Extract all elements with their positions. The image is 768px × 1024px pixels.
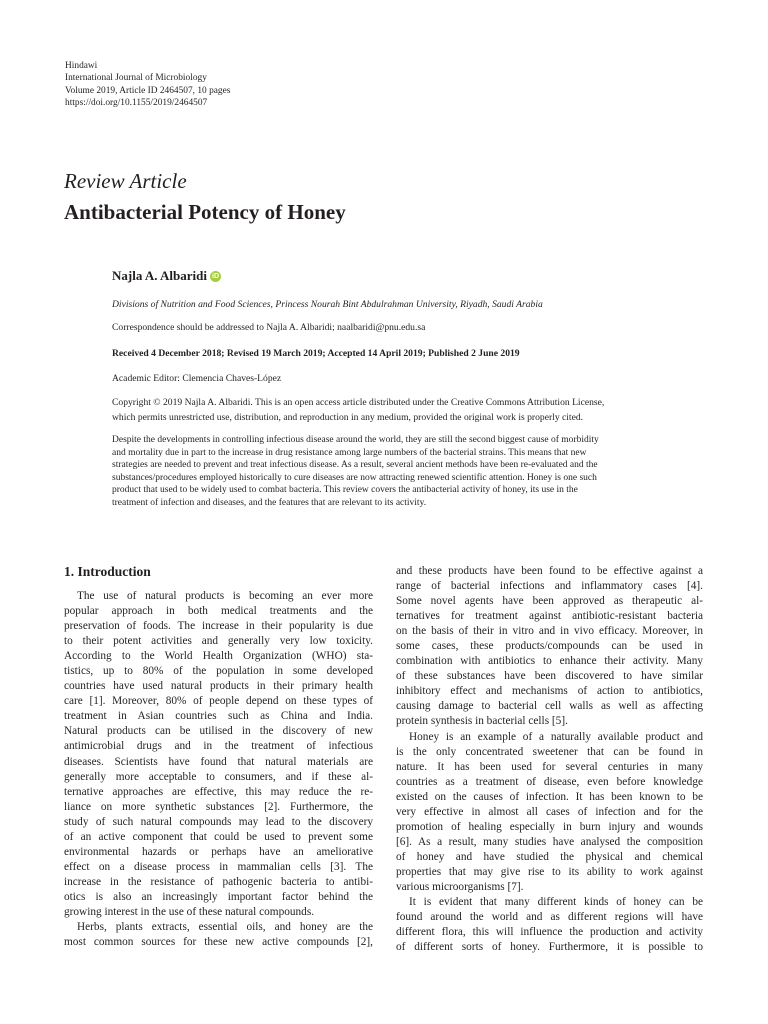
body-line: growing interest in the use of these natural compounds. [64, 905, 315, 918]
section-heading: 1. Introduction [64, 564, 151, 579]
body-line: range of bacterial infections and inflammatory cases [4]. [396, 580, 703, 593]
body-line: various microorganisms [7]. [396, 880, 524, 893]
author-name: Najla A. Albaridi [112, 268, 207, 283]
body-line: tistics, up to 80% of the population in some developed [64, 665, 373, 678]
copyright-notice [112, 395, 712, 425]
body-line: study of such natural compounds may lead to the discovery [64, 815, 373, 828]
body-line: effect on a disease process in mammalian cells [3]. The [64, 860, 373, 873]
academic-editor: Academic Editor: Clemencia Chaves-López [112, 373, 282, 384]
body-line: diseases. Scientists have found that natural materials are [64, 755, 373, 768]
abstract [112, 434, 712, 510]
body-column-left [64, 589, 373, 950]
doi-link[interactable]: https://doi.org/10.1155/2019/2464507 [65, 97, 208, 108]
body-line: of honey and have studied the physical and chemical [396, 850, 703, 863]
abstract-line: substances/procedures employed historically to cure diseases are now attracting renewed scientific attention. Honey is one such [112, 472, 597, 483]
body-line: otics is also an increasingly important factor behind the [64, 890, 373, 903]
body-line: ternatives for treatment against antibiotic-resistant bacteria [396, 610, 703, 623]
publisher-name: Hindawi [65, 61, 98, 71]
body-line: promotion of healing especially in burn injury and wounds [396, 820, 703, 833]
publication-dates: Received 4 December 2018; Revised 19 March 2019; Accepted 14 April 2019; Published 2 June 2019 [112, 348, 520, 359]
body-line: antimicrobial drugs and in the treatment of infectious [64, 740, 373, 753]
body-line: most common sources for these new active compounds [2], [64, 936, 373, 949]
body-line: environmental hazards or perhaps have an ameliorative [64, 845, 373, 858]
body-line: of different sorts of honey. Furthermore, it is possible to [396, 941, 703, 954]
abstract-line: treatment of infection and diseases, and the features that are relevant to its activity. [112, 497, 427, 508]
body-line: care [1]. Moreover, 80% of people depend on these types of [64, 695, 373, 708]
body-line: combination with antibiotics to enhance their activity. Many [396, 655, 703, 668]
abstract-line: strategies are needed to prevent and treat infectious disease. As a result, several ancient methods have been re-evaluated and the [112, 460, 598, 471]
body-line: preservation of foods. The increase in their popularity is due [64, 620, 373, 633]
body-line: existed on the causes of infection. It has been known to be [396, 790, 703, 803]
affiliation: Divisions of Nutrition and Food Sciences, Princess Nourah Bint Abdulrahman University, Riyadh, Saudi Arabia [112, 299, 543, 310]
body-line: different flora, this will influence the production and activity [396, 926, 703, 939]
body-line: ternative approaches are effective, this may reduce the re- [64, 785, 373, 798]
copyright-line: Copyright © 2019 Najla A. Albaridi. This is an open access article distributed under the Creative Commons Attribution License, [112, 397, 605, 408]
body-line: of these substances have been discovered to have similar [396, 670, 703, 683]
journal-name: International Journal of Microbiology [65, 73, 207, 84]
body-line: liance on more synthetic substances [2]. Furthermore, the [64, 800, 373, 813]
body-line: on the basis of their in vitro and in vivo efficacy. Moreover, in [396, 625, 703, 638]
body-line: [6]. As a result, many studies have analysed the composition [396, 835, 703, 848]
body-line: countries as a treatment of disease, even before knowledge [396, 775, 703, 788]
body-line: properties that may give rise to its ability to work against [396, 865, 703, 878]
body-line: Some novel agents have been approved as therapeutic al- [396, 595, 703, 608]
body-line: According to the World Health Organization (WHO) sta- [64, 650, 373, 663]
body-line: treatment in Asian countries such as China and India. [64, 710, 373, 723]
journal-header [65, 60, 230, 109]
body-line: countries have used natural products in their primary health [64, 680, 373, 693]
body-line: some cases, these products/compounds can be used in [396, 640, 703, 653]
body-line: protein synthesis in bacterial cells [5]. [396, 715, 568, 728]
abstract-line: Despite the developments in controlling infectious disease around the world, they are still the second biggest cause of morbidity [112, 435, 599, 445]
body-line: to their potent activities and generally very low toxicity. [64, 635, 373, 648]
orcid-icon[interactable]: iD [212, 272, 219, 280]
abstract-line: and mortality due in part to the increase in drug resistance among large numbers of the bacterial strains. This means that new [112, 447, 587, 458]
body-line: Herbs, plants extracts, essential oils, and honey are the [77, 921, 373, 934]
volume-info: Volume 2019, Article ID 2464507, 10 pages [65, 85, 231, 96]
body-line: inhibitory effect and mechanisms of action to antibiotics, [396, 685, 703, 698]
body-line: of an active component that could be used to prevent some [64, 830, 373, 843]
body-column-right [396, 564, 703, 955]
correspondence: Correspondence should be addressed to Najla A. Albaridi; naalbaridi@pnu.edu.sa [112, 322, 426, 333]
body-line: causing damage to bacterial cell walls as well as affecting [396, 700, 703, 713]
body-line: increase in the resistance of pathogenic bacteria to antibi- [64, 875, 373, 888]
copyright-line: which permits unrestricted use, distribution, and reproduction in any medium, provided the original work is properly cited. [112, 412, 584, 424]
body-line: Natural products can be utilised in the discovery of new [64, 725, 373, 738]
body-line: nature. It has been used for several centuries in many [396, 760, 703, 773]
body-line: and these products have been found to be effective against a [396, 565, 703, 577]
body-line: found around the world and as different regions will have [396, 911, 703, 924]
article-type: Review Article [64, 169, 187, 193]
body-line: Honey is an example of a naturally available product and [409, 730, 703, 743]
body-line: The use of natural products is becoming an ever more [77, 590, 373, 602]
body-line: generally more acceptable to consumers, and if these al- [64, 770, 373, 783]
body-line: It is evident that many different kinds of honey can be [409, 896, 703, 909]
article-title: Antibacterial Potency of Honey [64, 200, 346, 224]
body-line: is the only concentrated sweetener that can be found in [396, 745, 703, 758]
author-line [112, 268, 221, 284]
body-line: popular approach in both medical treatments and the [64, 605, 373, 618]
abstract-line: product that used to be widely used to combat bacteria. This review covers the antibacterial activity of honey, its use in the [112, 485, 578, 496]
body-line: very effective in almost all cases of infection and for the [396, 805, 703, 818]
